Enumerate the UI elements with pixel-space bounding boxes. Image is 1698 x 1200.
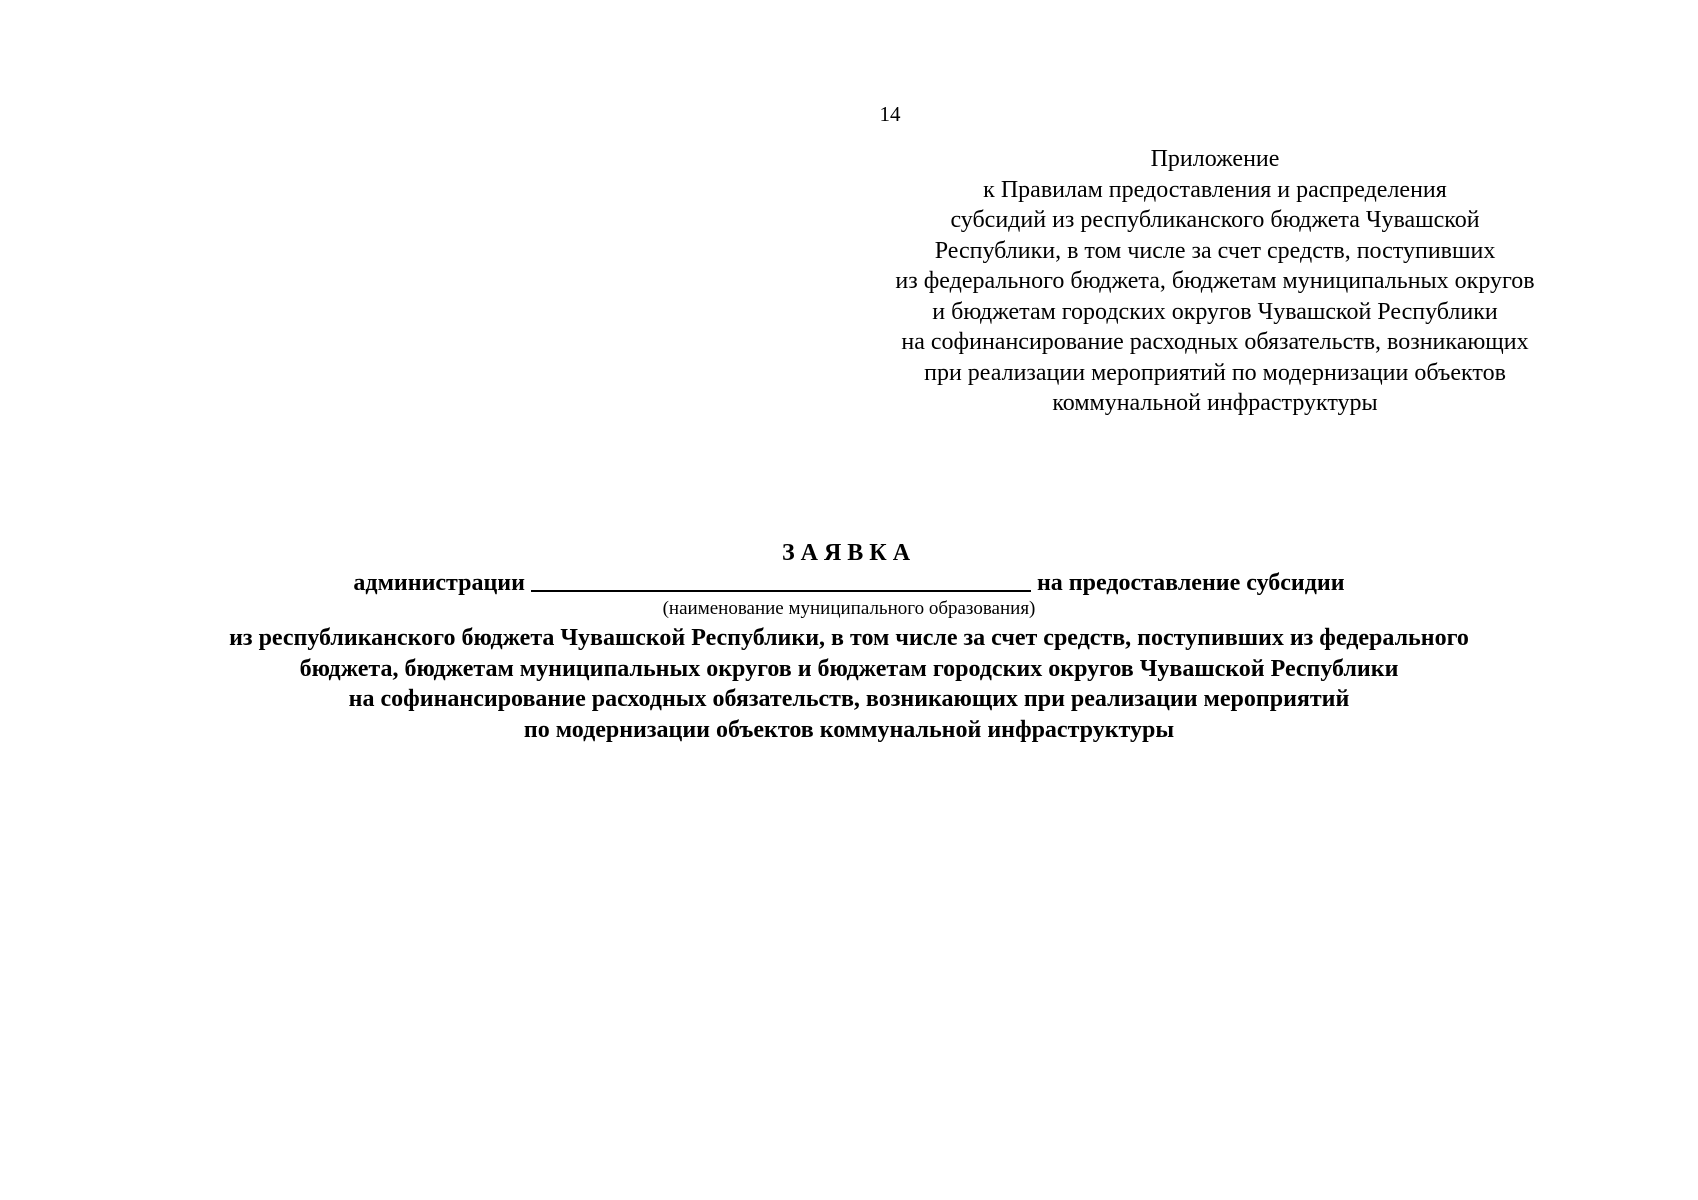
appendix-line: субсидий из республиканского бюджета Чувашской bbox=[950, 207, 1480, 233]
appendix-line: Приложение bbox=[1150, 146, 1280, 172]
appendix-block bbox=[830, 144, 1600, 419]
municipality-blank-line bbox=[531, 568, 1031, 592]
appendix-line: из федерального бюджета, бюджетам муниципальных округов bbox=[895, 268, 1535, 294]
blank-caption: (наименование муниципального образования) bbox=[662, 598, 1036, 619]
document-title: ЗАЯВКА bbox=[781, 540, 917, 566]
appendix-line: на софинансирование расходных обязательств, возникающих bbox=[901, 329, 1529, 355]
request-body bbox=[0, 623, 1698, 745]
request-line: по модернизации объектов коммунальной инфраструктуры bbox=[523, 716, 1175, 743]
request-line: из республиканского бюджета Чувашской Республики, в том числе за счет средств, поступивших из федерального bbox=[229, 625, 1469, 651]
appendix-line: коммунальной инфраструктуры bbox=[1052, 390, 1378, 416]
appendix-line: при реализации мероприятий по модернизации объектов bbox=[924, 359, 1506, 386]
request-line: бюджета, бюджетам муниципальных округов и бюджетам городских округов Чувашской Республики bbox=[299, 655, 1399, 682]
appendix-line: к Правилам предоставления и распределения bbox=[983, 176, 1447, 203]
administration-line bbox=[0, 568, 1698, 598]
page-number: 14 bbox=[879, 102, 901, 126]
appendix-line: Республики, в том числе за счет средств, поступивших bbox=[934, 237, 1496, 264]
admin-suffix: на предоставление субсидии bbox=[1036, 570, 1345, 596]
request-line: на софинансирование расходных обязательств, возникающих при реализации мероприятий bbox=[348, 686, 1350, 712]
appendix-line: и бюджетам городских округов Чувашской Республики bbox=[932, 298, 1498, 325]
admin-prefix: администрации bbox=[353, 570, 525, 596]
